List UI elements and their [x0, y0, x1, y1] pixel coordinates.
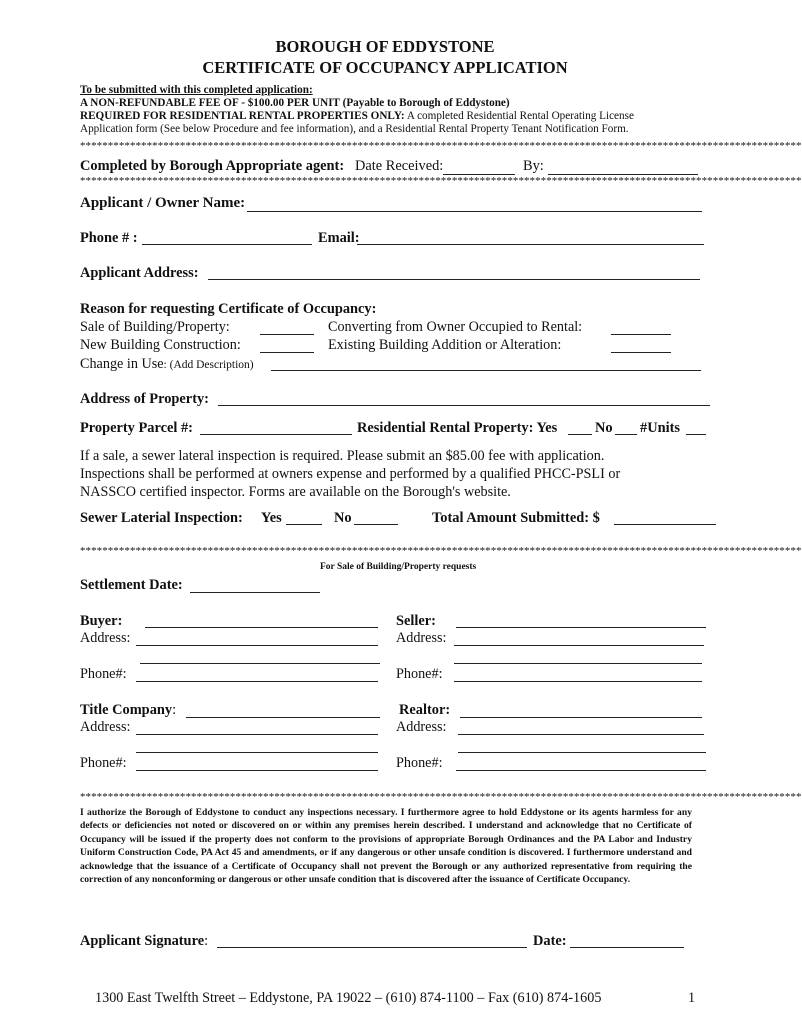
- signature-field[interactable]: [217, 947, 527, 948]
- intro-submit-note: To be submitted with this completed application:: [80, 84, 313, 96]
- sewer-note-line3: NASSCO certified inspector. Forms are available on the Borough's website.: [80, 484, 511, 500]
- title-company-address-field[interactable]: [136, 734, 378, 735]
- reason-existing-field[interactable]: [611, 352, 671, 353]
- sewer-yes-label: Yes: [261, 510, 282, 526]
- reason-change-use-label: Change in Use: (Add Description): [80, 356, 254, 372]
- realtor-address-field-2[interactable]: [458, 752, 706, 753]
- title-company-field[interactable]: [186, 717, 380, 718]
- realtor-field[interactable]: [460, 717, 702, 718]
- units-label: #Units: [640, 420, 680, 436]
- seller-address-label: Address:: [396, 630, 447, 646]
- total-amount-label: Total Amount Submitted: $: [432, 510, 600, 526]
- intro-rental-requirement: REQUIRED FOR RESIDENTIAL RENTAL PROPERTIES ONLY: A completed Residential Rental Operating License: [80, 110, 634, 122]
- buyer-phone-label: Phone#:: [80, 666, 127, 682]
- property-address-label: Address of Property:: [80, 391, 209, 407]
- realtor-address-label: Address:: [396, 719, 447, 735]
- email-field[interactable]: [357, 244, 704, 245]
- title-company-address-label: Address:: [80, 719, 131, 735]
- reason-new-building-field[interactable]: [260, 352, 314, 353]
- rental-yes-label: Residential Rental Property: Yes: [357, 420, 558, 436]
- units-field[interactable]: [686, 434, 706, 435]
- realtor-address-field[interactable]: [458, 734, 704, 735]
- sewer-no-label: No: [334, 510, 352, 526]
- title-company-phone-label: Phone#:: [80, 755, 127, 771]
- parcel-label: Property Parcel #:: [80, 420, 193, 436]
- rental-no-label: No: [595, 420, 613, 436]
- intro-rental-forms: Application form (See below Procedure and fee information), and a Residential Rental Property Tenant Notification Form.: [80, 123, 629, 135]
- applicant-address-field[interactable]: [208, 279, 700, 280]
- settlement-date-field[interactable]: [190, 592, 320, 593]
- reason-converting-label: Converting from Owner Occupied to Rental:: [328, 319, 583, 335]
- buyer-field[interactable]: [145, 627, 378, 628]
- property-address-field[interactable]: [218, 405, 710, 406]
- authorization-statement: I authorize the Borough of Eddystone to conduct any inspections necessary. I furthermore agree to hold Eddystone or its agents harmless for any defects or deficiencies not noted or discovered on or within any premises herein described. I understand and acknowledge that no Certificate of Occupancy will be issued if the property does not conform to the provisions of appropriate Borough Ordinances and the PA Labor and Industry Uniform Construction Code, PA Act 45 and amendments, or if any dangerous or other unsafe condition is discovered. I furthermore understand and acknowledge that the issuance of a Certificate of Occupancy shall not prevent the Borough or any authorized representative from requiring the correction of any nonconforming or dangerous or other unsafe condition that is discovered after the issuance of Certificate Occupancy.: [80, 807, 692, 886]
- separator-stars: **********************************************************************************************************************************: [80, 791, 802, 803]
- reason-converting-field[interactable]: [611, 334, 671, 335]
- reason-sale-label: Sale of Building/Property:: [80, 319, 230, 335]
- intro-fee-note: A NON-REFUNDABLE FEE OF - $100.00 PER UNIT (Payable to Borough of Eddystone): [80, 97, 510, 109]
- sewer-note-line1: If a sale, a sewer lateral inspection is required. Please submit an $85.00 fee with application.: [80, 448, 605, 464]
- title-company-label: Title Company:: [80, 702, 177, 718]
- sewer-note-line2: Inspections shall be performed at owners expense and performed by a qualified PHCC-PSLI or: [80, 466, 621, 482]
- signature-label: Applicant Signature:: [80, 933, 209, 949]
- rental-no-field[interactable]: [615, 434, 637, 435]
- phone-label: Phone # :: [80, 230, 138, 246]
- owner-name-field[interactable]: [247, 211, 702, 212]
- buyer-phone-field[interactable]: [136, 681, 378, 682]
- title-company-phone-field[interactable]: [136, 770, 378, 771]
- reason-heading: Reason for requesting Certificate of Occupancy:: [80, 301, 377, 317]
- separator-stars: **********************************************************************************************************************************: [80, 140, 802, 152]
- separator-stars: **********************************************************************************************************************************: [80, 545, 802, 557]
- sewer-yes-field[interactable]: [286, 524, 322, 525]
- email-label: Email:: [318, 230, 360, 246]
- realtor-phone-label: Phone#:: [396, 755, 443, 771]
- seller-phone-field[interactable]: [454, 681, 702, 682]
- reason-existing-label: Existing Building Addition or Alteration:: [328, 337, 562, 353]
- sale-section-heading: For Sale of Building/Property requests: [320, 562, 477, 572]
- owner-name-label: Applicant / Owner Name:: [80, 195, 246, 211]
- settlement-date-label: Settlement Date:: [80, 577, 183, 593]
- rental-yes-field[interactable]: [568, 434, 592, 435]
- form-title-application: CERTIFICATE OF OCCUPANCY APPLICATION: [202, 58, 568, 77]
- agent-label: Completed by Borough Appropriate agent:: [80, 158, 345, 174]
- signature-date-label: Date:: [533, 933, 567, 949]
- reason-sale-field[interactable]: [260, 334, 314, 335]
- sewer-no-field[interactable]: [354, 524, 398, 525]
- reason-new-building-label: New Building Construction:: [80, 337, 241, 353]
- realtor-label: Realtor:: [399, 702, 451, 718]
- sewer-inspection-label: Sewer Laterial Inspection:: [80, 510, 243, 526]
- title-company-address-field-2[interactable]: [136, 752, 378, 753]
- form-title-borough: BOROUGH OF EDDYSTONE: [275, 37, 495, 56]
- applicant-address-label: Applicant Address:: [80, 265, 199, 281]
- signature-date-field[interactable]: [570, 947, 684, 948]
- seller-label: Seller:: [396, 613, 436, 629]
- seller-address-field-2[interactable]: [454, 663, 702, 664]
- seller-address-field[interactable]: [454, 645, 704, 646]
- buyer-address-field[interactable]: [136, 645, 378, 646]
- date-received-label: Date Received:: [355, 158, 444, 174]
- buyer-label: Buyer:: [80, 613, 123, 629]
- total-amount-field[interactable]: [614, 524, 716, 525]
- footer-address: 1300 East Twelfth Street – Eddystone, PA 19022 – (610) 874-1100 – Fax (610) 874-1605: [95, 990, 602, 1006]
- buyer-address-label: Address:: [80, 630, 131, 646]
- phone-field[interactable]: [142, 244, 312, 245]
- page-number: 1: [688, 990, 696, 1006]
- reason-change-use-field[interactable]: [271, 370, 701, 371]
- buyer-address-field-2[interactable]: [140, 663, 380, 664]
- realtor-phone-field[interactable]: [456, 770, 706, 771]
- received-by-label: By:: [523, 158, 544, 174]
- seller-phone-label: Phone#:: [396, 666, 443, 682]
- seller-field[interactable]: [456, 627, 706, 628]
- separator-stars: **********************************************************************************************************************************: [80, 175, 802, 187]
- parcel-field[interactable]: [200, 434, 352, 435]
